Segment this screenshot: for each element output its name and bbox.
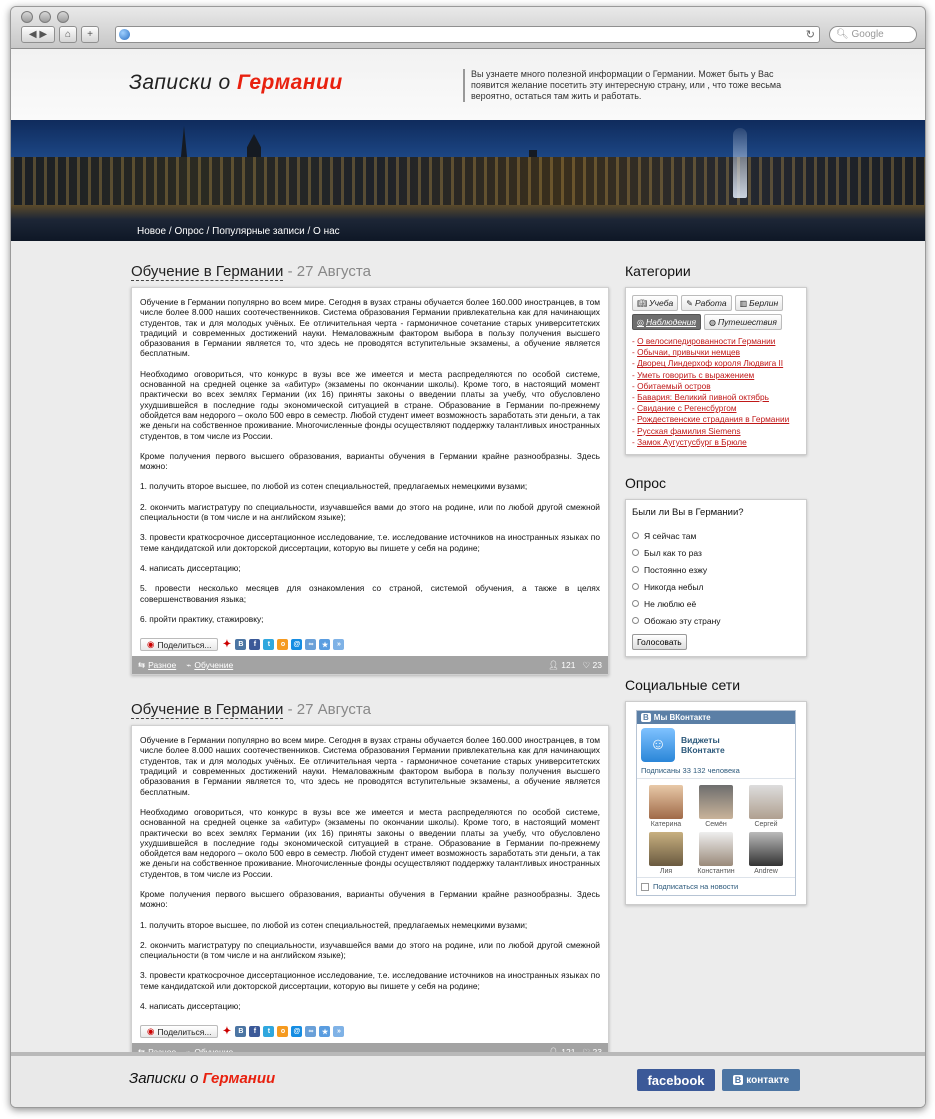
person-icon[interactable]: ✦	[222, 639, 232, 651]
radio-button[interactable]	[632, 549, 639, 556]
vk-share-icon[interactable]: B	[235, 1026, 246, 1037]
facebook-button[interactable]: facebook	[637, 1069, 715, 1091]
nav-item-about[interactable]: О нас	[313, 226, 340, 237]
avatar[interactable]: Andrew	[741, 832, 791, 875]
tag-link[interactable]: Разное	[148, 660, 177, 671]
post-paragraph: 5. провести несколько месяцев для ознакомления со страной, системой обучения, а также в целях совершенствования языка;	[140, 583, 600, 604]
post-title: Обучение в Германии - 27 Августа	[131, 263, 371, 280]
vk-widget-header[interactable]: B Мы ВКонтакте	[637, 711, 795, 724]
post-date: 27 Августа	[296, 701, 371, 719]
category-tabs	[632, 295, 800, 330]
post-card	[131, 287, 609, 675]
site-tagline: Вы узнаете много полезной информации о Германии. Может быть у Вас появится желание посетить эту интересную страну, или , что тоже весьма вероятно, остаться там жить и работать.	[463, 69, 813, 102]
twitter-share-icon[interactable]: t	[263, 639, 274, 650]
vk-subscribers-count[interactable]: Подписаны 33 132 человека	[637, 766, 795, 779]
header-banner	[11, 120, 925, 241]
more-share-icon[interactable]: »	[333, 1026, 344, 1037]
main-content	[131, 263, 609, 1062]
categories-heading: Категории	[625, 263, 691, 279]
vk-widget	[636, 710, 796, 896]
nav-item-poll[interactable]: Опрос	[174, 226, 204, 237]
tab-travel[interactable]: ◍ Путешествия	[704, 314, 782, 330]
binoculars-icon: ◎	[637, 317, 644, 327]
logo-prefix: Записки о	[129, 71, 231, 94]
post-title: Обучение в Германии - 27 Августа	[131, 701, 371, 719]
link-share-icon[interactable]: ∞	[305, 639, 316, 650]
tab-work[interactable]: ✎ Работа	[681, 295, 731, 311]
logo-accent: Германии	[237, 71, 343, 94]
vkontakte-button[interactable]: B контакте	[722, 1069, 800, 1091]
avatar[interactable]: Катерина	[641, 785, 691, 828]
share-button[interactable]: ◉ Поделиться...	[140, 638, 218, 651]
tag-icon: ⌁	[186, 659, 192, 670]
radio-button[interactable]	[632, 583, 639, 590]
facebook-share-icon[interactable]: f	[249, 1026, 260, 1037]
post-paragraph: 6. пройти практику, стажировку;	[140, 613, 264, 624]
list-item[interactable]: - Бавария: Великий пивной октябрь	[632, 392, 800, 403]
vk-members	[637, 779, 795, 877]
tab-berlin[interactable]: ▥ Берлин	[735, 295, 784, 311]
minimize-window-button[interactable]	[39, 11, 51, 23]
share-icon: ◉	[147, 639, 155, 650]
list-item[interactable]: - О велосипедированности Германии	[632, 336, 800, 347]
post-paragraph: Кроме получения первого высшего образования, варианты обучения в Германии крайне разнообразны. Здесь можно:	[140, 450, 600, 472]
comments-count[interactable]: 23	[592, 660, 602, 671]
list-item[interactable]: - Обычаи, привычки немцев	[632, 347, 800, 358]
radio-button[interactable]	[632, 617, 639, 624]
poll-option[interactable]: Никогда небыл	[632, 578, 800, 595]
post-title-link[interactable]: Обучение в Германии	[131, 701, 284, 719]
post-paragraph: Обучение в Германии популярно во всем мире. Сегодня в вузах страны обучается более 160.000 иностранцев, в том числе более 8.000 наших соотечественников. Система образования Германии привлекательна как для начинающих студентов, так и для молодых учёных. Ее отличительная черта - гармоничное сочетание старых университетских традиций и современных достижений науки. Немаловажным фактором выбора в пользу получения высшего образования в Германии является то, что здесь не проводятся вступительные экзамены, а обучение является бесплатным.	[140, 735, 600, 797]
nav-item-new[interactable]: Новое	[137, 226, 167, 237]
building-icon: ▥	[739, 298, 748, 308]
share-icon: ◉	[147, 1026, 155, 1037]
nav-item-popular[interactable]: Популярные записи	[212, 226, 305, 237]
browser-toolbar	[11, 7, 925, 49]
comments-icon: ♡	[582, 660, 591, 671]
category-post-list	[632, 336, 800, 448]
post	[131, 263, 609, 675]
avatar[interactable]: Семён	[691, 785, 741, 828]
globe-icon	[119, 29, 130, 40]
globe-icon: ◍	[709, 317, 716, 327]
list-item[interactable]: - Рождественские страдания в Германии	[632, 414, 800, 425]
site-header	[11, 49, 925, 120]
back-arrow-icon[interactable]: ◀	[28, 29, 37, 40]
post-paragraph: 1. получить второе высшее, по любой из сотен специальностей, предлагаемых немецкими вузами;	[140, 919, 528, 930]
list-item[interactable]: - Уметь говорить с выражением	[632, 370, 800, 381]
vk-group[interactable]	[637, 724, 795, 766]
post-paragraph: Кроме получения первого высшего образования, варианты обучения в Германии крайне разнообразны. Здесь можно:	[140, 888, 600, 910]
post-paragraph: 2. окончить магистратуру по специальности, изучавшейся вами до этого на родине, или по любой другой смежной специальности (в том числе и на английском языке);	[140, 939, 600, 961]
post-title-link[interactable]: Обучение в Германии	[131, 263, 284, 280]
subscribe-checkbox[interactable]	[641, 883, 649, 891]
post-paragraph: Обучение в Германии популярно во всем мире. Сегодня в вузах страны обучается более 160.000 иностранцев, в том числе более 8.000 наших соотечественников. Система образования Германии привлекательна как для начинающих студентов, так и для молодых учёных. Ее отличительная черта - гармоничное сочетание старых университетских традиций и современных достижений науки. Немаловажным фактором выбора в пользу получения высшего образования в Германии является то, что здесь не проводятся вступительные экзамены, а обучение является бесплатным.	[140, 297, 600, 359]
vk-share-icon[interactable]: B	[235, 639, 246, 650]
breadcrumb-nav: Новое / Опрос / Популярные записи / О нас	[137, 226, 340, 237]
vk-subscribe[interactable]: Подписаться на новости	[637, 877, 795, 895]
browser-window	[10, 6, 926, 1108]
zoom-window-button[interactable]	[57, 11, 69, 23]
radio-button[interactable]	[632, 532, 639, 539]
site-logo[interactable]	[129, 71, 343, 95]
share-button[interactable]: ◉ Поделиться...	[140, 1025, 218, 1038]
avatar[interactable]: Лия	[641, 832, 691, 875]
poll-option[interactable]: Я сейчас там	[632, 527, 800, 544]
post-paragraph: Необходимо оговориться, что конкурс в вузы все же имеется и места распределяются по особой системе, основанной на средней оценке за «абитур» (экзамены по окончании школы). Кроме того, в настоящий момент практически во всех землях Германии (их 16) приняты законы о введении платы за учебу, что обусловлено ухудшившейся в последние годы экономической ситуацией в стране. Образование в Германии по-прежнему обойдется вам недорого – около 500 евро в семестр. Любой студент имеет возможность заработать эти деньги, а так же деньги на собственное проживание. Многочисленные фонды осуществляют поддержку талантливых иностранных студентов, в том числе из России.	[140, 806, 601, 879]
radio-button[interactable]	[632, 600, 639, 607]
close-window-button[interactable]	[21, 11, 33, 23]
categories-box	[625, 287, 807, 455]
pencil-icon: ✎	[686, 298, 693, 308]
window-controls	[21, 11, 69, 23]
post-body	[132, 288, 608, 636]
post-footer	[132, 656, 608, 674]
post-paragraph: 2. окончить магистратуру по специальности, изучавшейся вами до этого на родине, или по любой другой смежной специальности (в том числе и на английском языке);	[140, 501, 600, 523]
add-bookmark-button[interactable]	[81, 26, 99, 43]
views-icon: 👤︎	[548, 660, 559, 671]
tag-link[interactable]: Обучение	[194, 660, 234, 671]
reload-icon[interactable]: ↻	[805, 29, 815, 41]
poll-option[interactable]: Не люблю её	[632, 595, 800, 612]
vk-group-name[interactable]: ВКонтакте	[681, 745, 725, 756]
share-bar	[132, 636, 608, 656]
share-bar	[132, 1023, 608, 1043]
post-card	[131, 725, 609, 1062]
list-item[interactable]: - Обитаемый остров	[632, 381, 800, 392]
back-forward-buttons[interactable]	[21, 26, 55, 43]
poll-question: Были ли Вы в Германии?	[632, 507, 744, 519]
post	[131, 701, 609, 1062]
search-placeholder: Google	[851, 29, 884, 40]
search-icon: 🔍︎	[836, 29, 849, 40]
book-icon: 📖︎	[637, 298, 648, 308]
post-paragraph: 4. написать диссертацию;	[140, 562, 241, 573]
post-paragraph: 1. получить второе высшее, по любой из сотен специальностей, предлагаемых немецкими вузами;	[140, 481, 528, 492]
poll-heading: Опрос	[625, 475, 667, 492]
twitter-share-icon[interactable]: t	[263, 1026, 274, 1037]
address-bar[interactable]	[115, 26, 820, 43]
forward-arrow-icon[interactable]: ▶	[39, 29, 48, 40]
vk-group-logo: ☺	[641, 728, 675, 762]
list-item[interactable]: - Дворец Линдерхоф короля Людвига II	[632, 358, 800, 369]
poll-box	[625, 499, 807, 657]
tab-observations[interactable]: ◎ Наблюдения	[632, 314, 701, 330]
views-count: 121	[561, 660, 576, 671]
person-icon[interactable]: ✦	[222, 1026, 232, 1038]
poll-option[interactable]: Обожаю эту страну	[632, 612, 800, 629]
link-share-icon[interactable]: ∞	[305, 1026, 316, 1037]
avatar[interactable]: Сергей	[741, 785, 791, 828]
webpage	[11, 49, 925, 1107]
social-box	[625, 701, 807, 905]
radio-button[interactable]	[632, 566, 639, 573]
bookmark-share-icon[interactable]: ★	[319, 1026, 330, 1037]
home-icon: ⌂	[64, 29, 72, 40]
vk-logo-icon: B	[734, 1075, 742, 1085]
poll-option[interactable]: Постоянно езжу	[632, 561, 800, 578]
search-field[interactable]	[829, 26, 917, 43]
bookmark-share-icon[interactable]: ★	[319, 639, 330, 650]
more-share-icon[interactable]: »	[333, 639, 344, 650]
vote-button[interactable]: Голосовать	[632, 634, 687, 650]
site-footer	[11, 1052, 925, 1107]
list-item[interactable]: - Свидание с Регенсбургом	[632, 403, 800, 414]
odnoklassniki-share-icon[interactable]: o	[277, 639, 288, 650]
poll-option[interactable]: Был как то раз	[632, 544, 800, 561]
mailru-share-icon[interactable]: @	[291, 639, 302, 650]
home-button[interactable]	[59, 26, 77, 43]
list-item[interactable]: - Замок Аугустусбург в Брюле	[632, 437, 800, 448]
list-item[interactable]: - Русская фамилия Siemens	[632, 426, 800, 437]
category-icon: ⇆	[138, 659, 146, 670]
facebook-share-icon[interactable]: f	[249, 639, 260, 650]
post-paragraph: Необходимо оговориться, что конкурс в вузы все же имеется и места распределяются по особой системе, основанной на средней оценке за «абитур» (экзамены по окончании школы). Кроме того, в настоящий момент практически во всех землях Германии (их 16) приняты законы о введении платы за учебу, что обусловлено ухудшившейся в последние годы экономической ситуацией в стране. Образование в Германии по-прежнему обойдется вам недорого – около 500 евро в семестр. Любой студент имеет возможность заработать эти деньги, а так же деньги на собственное проживание. Многочисленные фонды осуществляют поддержку талантливых иностранных студентов, в том числе из России.	[140, 368, 601, 441]
post-body	[132, 726, 608, 1023]
sidebar	[625, 263, 807, 905]
tab-study[interactable]: 📖︎ Учеба	[632, 295, 678, 311]
mailru-share-icon[interactable]: @	[291, 1026, 302, 1037]
vk-icon: B	[643, 713, 649, 723]
post-paragraph: 4. написать диссертацию;	[140, 1001, 241, 1012]
plus-icon: +	[87, 29, 93, 40]
post-paragraph: 3. провести краткосрочное диссертационное исследование, т.е. исследование источников на иностранных языках по теме кандидатской или докторской диссертации, которую вы пишете у себя на родине;	[140, 970, 600, 991]
vk-group-name[interactable]: Виджеты	[681, 735, 720, 746]
social-heading: Социальные сети	[625, 677, 741, 694]
post-date: 27 Августа	[296, 263, 371, 280]
odnoklassniki-share-icon[interactable]: o	[277, 1026, 288, 1037]
footer-logo[interactable]: Записки о Германии	[129, 1070, 276, 1087]
post-paragraph: 3. провести краткосрочное диссертационное исследование, т.е. исследование источников на иностранных языках по теме кандидатской или докторской диссертации, которую вы пишете у себя на родине;	[140, 532, 600, 553]
avatar[interactable]: Константин	[691, 832, 741, 875]
